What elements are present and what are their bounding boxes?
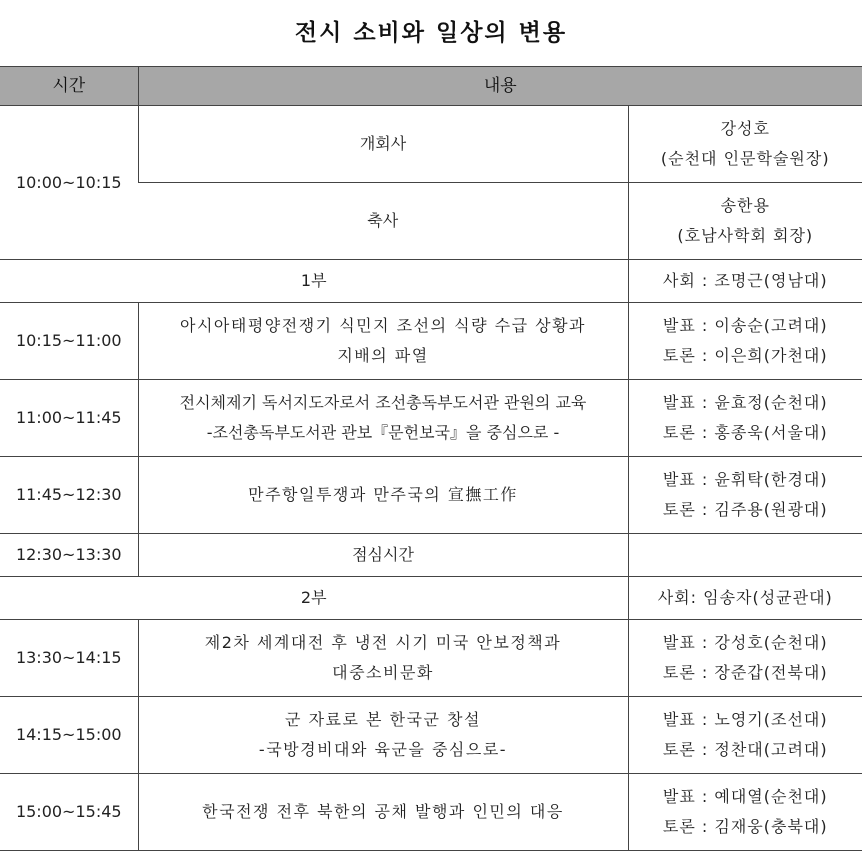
talk-title-line: 제2차 세계대전 후 냉전 시기 미국 안보정책과 — [204, 633, 562, 652]
speaker-name: 송한용 — [720, 196, 770, 215]
talk-time: 15:00~15:45 — [0, 774, 138, 851]
opening-item: 개회사 — [138, 106, 628, 183]
discussant: 토론 : 김주용(원광대) — [662, 500, 828, 519]
talk-time: 14:15~15:00 — [0, 697, 138, 774]
talk-title-line: -조선총독부도서관 관보『문헌보국』을 중심으로 - — [206, 423, 560, 442]
talk-title-line: 군 자료로 본 한국군 창설 — [285, 710, 481, 729]
page-title: 전시 소비와 일상의 변용 — [294, 20, 568, 46]
talk-title-line: 지배의 파열 — [337, 346, 429, 365]
talk-title-line: 한국전쟁 전후 북한의 공채 발행과 인민의 대응 — [202, 802, 564, 821]
table-row — [0, 620, 862, 697]
speaker-affiliation: (호남사학회 회장) — [677, 226, 814, 245]
session-header-row — [0, 577, 862, 620]
session-moderator: 사회 : 조명근(영남대) — [628, 260, 862, 303]
lunch-row — [0, 534, 862, 577]
presenter: 발표 : 윤효정(순천대) — [662, 393, 828, 412]
speaker-name: 강성호 — [720, 119, 770, 138]
opening-speaker — [628, 106, 862, 183]
talk-time: 10:15~11:00 — [0, 303, 138, 380]
table-row — [0, 106, 862, 183]
time-column-header: 시간 — [0, 67, 138, 106]
discussant: 토론 : 김재웅(충북대) — [662, 817, 828, 836]
table-row — [0, 380, 862, 457]
talk-title-line: 만주항일투쟁과 만주국의 宣撫工作 — [248, 485, 518, 504]
session-moderator: 사회: 임송자(성균관대) — [628, 577, 862, 620]
talk-speakers — [628, 697, 862, 774]
talk-title — [138, 457, 628, 534]
opening-item: 축사 — [138, 183, 628, 260]
talk-title-line: 전시체제기 독서지도자로서 조선총독부도서관 관원의 교육 — [179, 393, 587, 412]
session-header-row — [0, 260, 862, 303]
presenter: 발표 : 윤휘탁(한경대) — [662, 470, 828, 489]
presenter: 발표 : 노영기(조선대) — [662, 710, 828, 729]
discussant: 토론 : 정찬대(고려대) — [662, 740, 828, 759]
discussant: 토론 : 장준갑(전북대) — [662, 663, 828, 682]
presenter: 발표 : 강성호(순천대) — [662, 633, 828, 652]
talk-title-line: 대중소비문화 — [332, 663, 434, 682]
lunch-empty — [628, 534, 862, 577]
lunch-time: 12:30~13:30 — [0, 534, 138, 577]
table-row — [0, 774, 862, 851]
talk-speakers — [628, 774, 862, 851]
talk-speakers — [628, 457, 862, 534]
talk-speakers — [628, 380, 862, 457]
talk-speakers — [628, 303, 862, 380]
presenter: 발표 : 이송순(고려대) — [662, 316, 828, 335]
talk-title-line: -국방경비대와 육군을 중심으로- — [258, 740, 508, 759]
talk-title — [138, 697, 628, 774]
table-row — [0, 697, 862, 774]
session-label: 2부 — [0, 577, 628, 620]
speaker-affiliation: (순천대 인문학술원장) — [660, 149, 830, 168]
talk-time: 11:45~12:30 — [0, 457, 138, 534]
table-header-row — [0, 67, 862, 106]
session-label: 1부 — [0, 260, 628, 303]
talk-title — [138, 303, 628, 380]
talk-title — [138, 774, 628, 851]
table-row — [0, 457, 862, 534]
talk-title — [138, 620, 628, 697]
talk-title-line: 아시아태평양전쟁기 식민지 조선의 식량 수급 상황과 — [180, 316, 586, 335]
table-row — [0, 303, 862, 380]
schedule-table — [0, 66, 862, 851]
lunch-label: 점심시간 — [138, 534, 628, 577]
talk-time: 13:30~14:15 — [0, 620, 138, 697]
talk-time: 11:00~11:45 — [0, 380, 138, 457]
presenter: 발표 : 예대열(순천대) — [662, 787, 828, 806]
discussant: 토론 : 이은희(가천대) — [662, 346, 828, 365]
opening-speaker — [628, 183, 862, 260]
discussant: 토론 : 홍종욱(서울대) — [662, 423, 828, 442]
content-column-header: 내용 — [138, 67, 862, 106]
talk-speakers — [628, 620, 862, 697]
talk-title — [138, 380, 628, 457]
opening-time: 10:00~10:15 — [0, 106, 138, 260]
